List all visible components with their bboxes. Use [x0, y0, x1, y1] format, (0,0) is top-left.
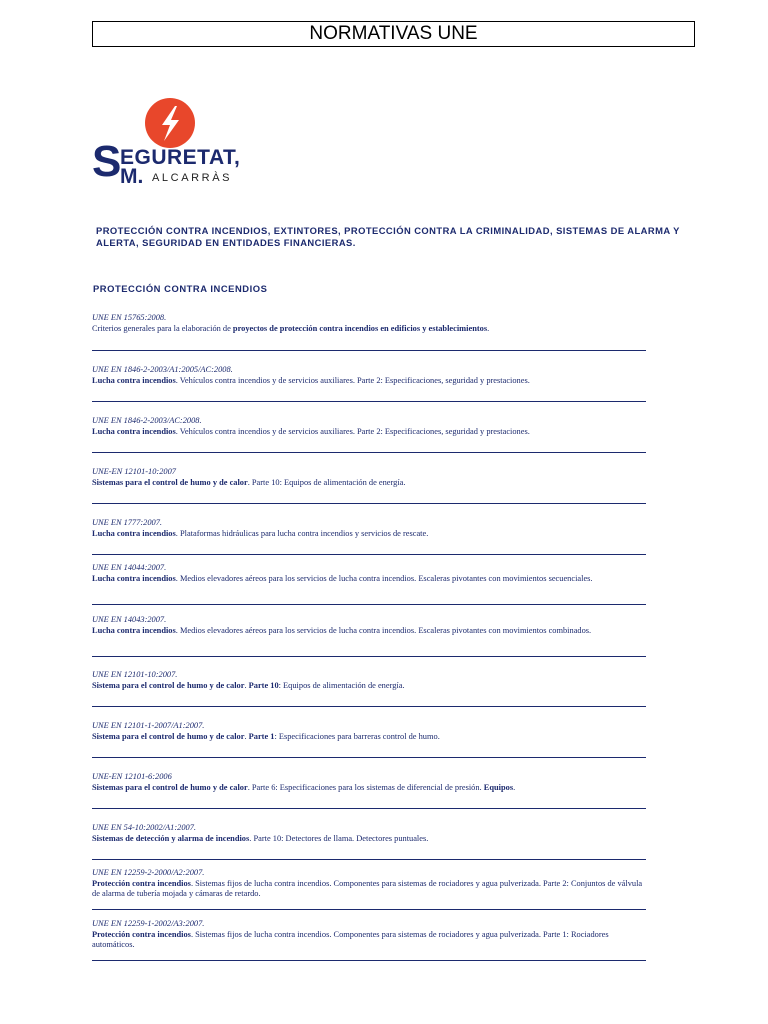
description-text: . — [244, 731, 249, 741]
divider — [92, 452, 646, 453]
logo-m: M. — [120, 165, 144, 188]
description-emphasis: Protección contra incendios — [92, 929, 191, 939]
standard-entry — [92, 721, 646, 742]
logo-eguretat: EGURETAT, — [120, 146, 241, 169]
standard-description — [92, 732, 440, 741]
standard-description — [92, 574, 593, 583]
divider — [92, 859, 646, 860]
standard-code: UNE-EN 12101-6:2006 — [92, 772, 172, 781]
divider — [92, 656, 646, 657]
standard-description — [92, 783, 515, 792]
description-emphasis: Equipos — [483, 782, 514, 792]
standard-entry — [92, 823, 646, 844]
standard-code: UNE EN 12101-1-2007/A1:2007. — [92, 721, 205, 730]
standard-entry — [92, 772, 646, 793]
description-text: . — [244, 680, 249, 690]
company-logo — [90, 96, 250, 196]
page-title: NORMATIVAS UNE — [92, 21, 695, 47]
standard-code: UNE EN 12101-10:2007. — [92, 670, 178, 679]
standard-entry — [92, 518, 646, 539]
description-emphasis: Sistemas de detección y alarma de incendios — [92, 833, 250, 843]
divider — [92, 808, 646, 809]
description-emphasis: Sistema para el control de humo y de calor — [92, 680, 245, 690]
standard-code: UNE EN 12259-1-2002/A3:2007. — [92, 919, 205, 928]
logo-alcarras: ALCARRÀS — [152, 172, 233, 184]
standard-code: UNE EN 54-10:2002/A1:2007. — [92, 823, 196, 832]
description-text: . Vehículos contra incendios y de servicios auxiliares. Parte 2: Especificaciones, seguridad y prestaciones. — [175, 375, 530, 385]
divider — [92, 401, 646, 402]
description-emphasis: Sistema para el control de humo y de calor — [92, 731, 245, 741]
description-text: . Medios elevadores aéreos para los servicios de lucha contra incendios. Escaleras pivotantes con movimientos combinados. — [175, 625, 592, 635]
standard-description — [92, 626, 591, 635]
standard-entry — [92, 563, 646, 584]
standard-code: UNE EN 12259-2-2000/A2:2007. — [92, 868, 205, 877]
standard-code: UNE EN 14044:2007. — [92, 563, 167, 572]
standard-entry — [92, 615, 646, 636]
divider — [92, 554, 646, 555]
standard-description — [92, 681, 405, 690]
description-emphasis: Lucha contra incendios — [92, 625, 176, 635]
description-text: Criterios generales para la elaboración de — [92, 323, 233, 333]
divider — [92, 960, 646, 961]
description-text: . Parte 6: Especificaciones para los sistemas de diferencial de presión. — [247, 782, 484, 792]
description-text: . Sistemas fijos de lucha contra incendios. Componentes para sistemas de rociadores y agua pulverizada. Parte 2: Conjuntos de válvula de alarma de tubería mojada y cámaras de retardo. — [92, 878, 643, 898]
divider — [92, 350, 646, 351]
standard-code: UNE EN 15765:2008. — [92, 313, 167, 322]
description-text: . Plataformas hidráulicas para lucha contra incendios y servicios de rescate. — [175, 528, 429, 538]
standard-entry — [92, 919, 646, 951]
description-text: . Vehículos contra incendios y de servicios auxiliares. Parte 2: Especificaciones, seguridad y prestaciones. — [175, 426, 530, 436]
description-text: : Equipos de alimentación de energía. — [278, 680, 405, 690]
description-emphasis: Protección contra incendios — [92, 878, 191, 888]
section-title: PROTECCIÓN CONTRA INCENDIOS — [93, 283, 268, 294]
standard-description — [92, 427, 530, 436]
standard-entry — [92, 313, 646, 334]
standard-code: UNE EN 1777:2007. — [92, 518, 163, 527]
divider — [92, 757, 646, 758]
description-text: . Medios elevadores aéreos para los servicios de lucha contra incendios. Escaleras pivotantes con movimientos secuenciales. — [175, 573, 593, 583]
standard-description — [92, 478, 405, 487]
description-emphasis: Parte 10 — [248, 680, 279, 690]
standard-entry — [92, 416, 646, 437]
standard-description — [92, 529, 428, 538]
description-emphasis: Lucha contra incendios — [92, 375, 176, 385]
standard-entry — [92, 467, 646, 488]
description-emphasis: proyectos de protección contra incendios en edificios y establecimientos — [232, 323, 488, 333]
divider — [92, 604, 646, 605]
intro-heading: PROTECCIÓN CONTRA INCENDIOS, EXTINTORES, PROTECCIÓN CONTRA LA CRIMINALIDAD, SISTEMAS DE ALARMA Y ALERTA, SEGURIDAD EN ENTIDADES FINANCIERAS. — [96, 225, 680, 248]
standard-entry — [92, 365, 646, 386]
standard-entry — [92, 670, 646, 691]
standard-description — [92, 879, 642, 899]
standard-description — [92, 376, 530, 385]
divider — [92, 706, 646, 707]
standard-code: UNE EN 1846-2-2003/AC:2008. — [92, 416, 202, 425]
description-text: . Sistemas fijos de lucha contra incendios. Componentes para sistemas de rociadores y agua pulverizada. Parte 1: Rociadores automáticos. — [92, 929, 609, 949]
description-text: . — [487, 323, 490, 333]
description-text: . Parte 10: Equipos de alimentación de energía. — [247, 477, 406, 487]
description-text: . Parte 10: Detectores de llama. Detectores puntuales. — [249, 833, 429, 843]
description-emphasis: Sistemas para el control de humo y de calor — [92, 477, 248, 487]
description-text: : Especificaciones para barreras control de humo. — [274, 731, 440, 741]
divider — [92, 909, 646, 910]
description-emphasis: Lucha contra incendios — [92, 573, 176, 583]
description-emphasis: Sistemas para el control de humo y de calor — [92, 782, 248, 792]
logo-letter-s: S — [92, 137, 122, 186]
lightning-bolt-icon — [145, 98, 195, 148]
standard-code: UNE EN 14043:2007. — [92, 615, 167, 624]
description-emphasis: Lucha contra incendios — [92, 426, 176, 436]
standard-code: UNE-EN 12101-10:2007 — [92, 467, 176, 476]
description-emphasis: Lucha contra incendios — [92, 528, 176, 538]
description-text: . — [513, 782, 516, 792]
standard-description — [92, 324, 489, 333]
description-emphasis: Parte 1 — [248, 731, 275, 741]
standard-code: UNE EN 1846-2-2003/A1:2005/AC:2008. — [92, 365, 233, 374]
standard-entry — [92, 868, 646, 900]
standard-description — [92, 930, 609, 950]
standard-description — [92, 834, 428, 843]
divider — [92, 503, 646, 504]
